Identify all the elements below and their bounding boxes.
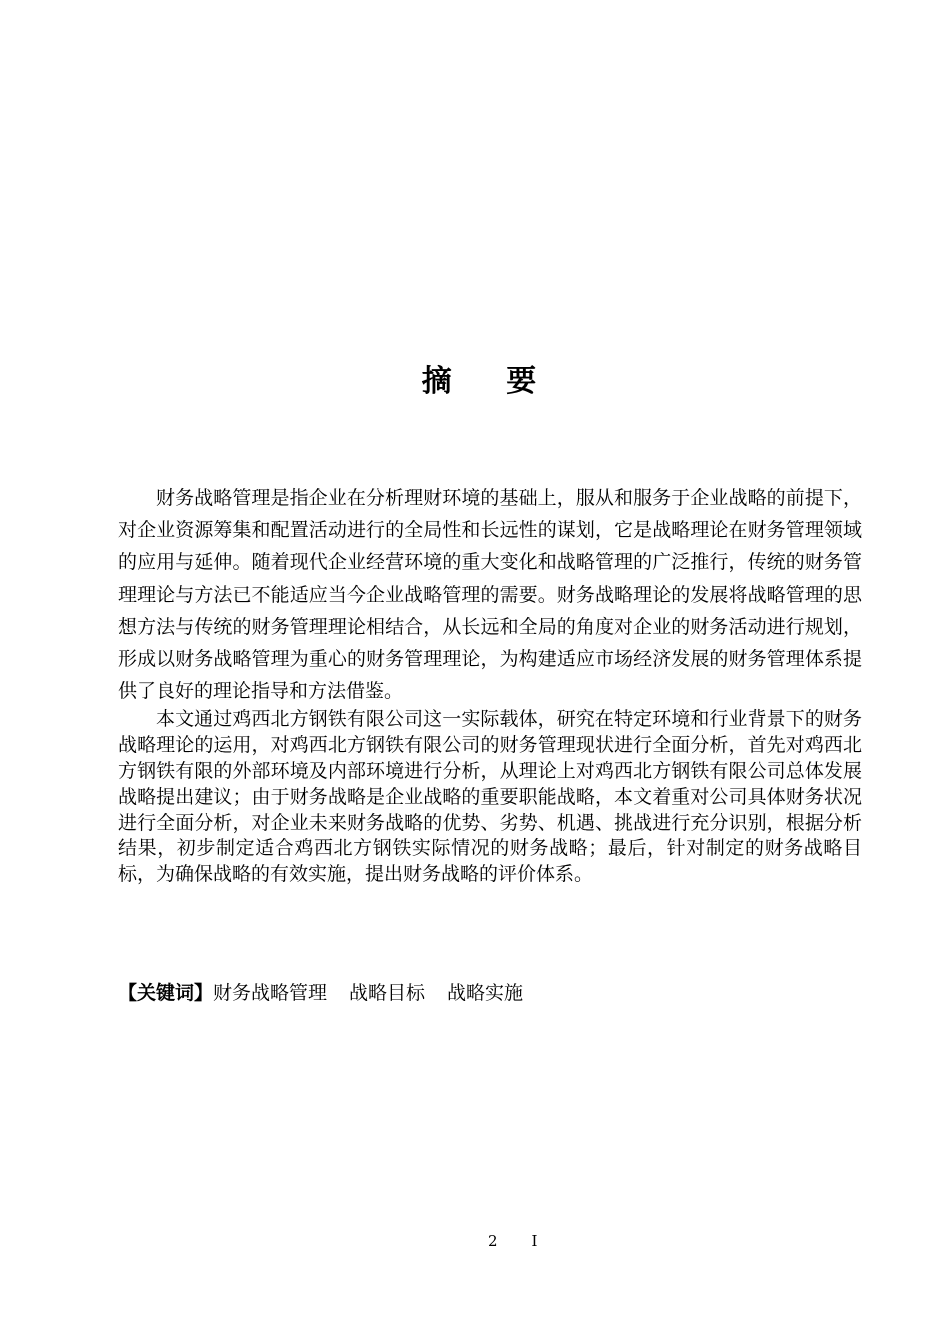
page-title: 摘 要	[421, 364, 559, 399]
abstract-paragraph: 本文通过鸡西北方钢铁有限公司这一实际载体，研究在特定环境和行业背景下的财务战略理论的运用，对鸡西北方钢铁有限公司的财务管理现状进行全面分析，首先对鸡西北方钢铁有限的外部环境及内部环境进行分析，从理论上对鸡西北方钢铁有限公司总体发展战略提出建议；由于财务战略是企业战略的重要职能战略，本文着重对公司具体财务状况进行全面分析，对企业未来财务战略的优势、劣势、机遇、挑战进行充分识别，根据分析结果，初步制定适合鸡西北方钢铁实际情况的财务战略；最后，针对制定的财务战略目标，为确保战略的有效实施，提出财务战略的评价体系。	[118, 708, 862, 886]
abstract-paragraph: 财务战略管理是指企业在分析理财环境的基础上，服从和服务于企业战略的前提下，对企业资源筹集和配置活动进行的全局性和长远性的谋划，它是战略理论在财务管理领域的应用与延伸。随着现代企业经营环境的重大变化和战略管理的广泛推行，传统的财务管理理论与方法已不能适应当今企业战略管理的需要。财务战略理论的发展将战略管理的思想方法与传统的财务管理理论相结合，从长远和全局的角度对企业的财务活动进行规划，形成以财务战略管理为重心的财务管理理论，为构建适应市场经济发展的财务管理体系提供了良好的理论指导和方法借鉴。	[118, 487, 862, 703]
keyword-item: 战略目标	[349, 982, 426, 1004]
page-number: 2	[488, 1232, 498, 1250]
keywords-line	[118, 978, 862, 1008]
abstract-body	[118, 482, 862, 888]
page-footer	[488, 1230, 537, 1252]
keywords-label: 【关键词】	[118, 982, 214, 1004]
roman-page-number: I	[531, 1232, 538, 1250]
keyword-item: 战略实施	[447, 982, 524, 1004]
keyword-item: 财务战略管理	[213, 982, 328, 1004]
